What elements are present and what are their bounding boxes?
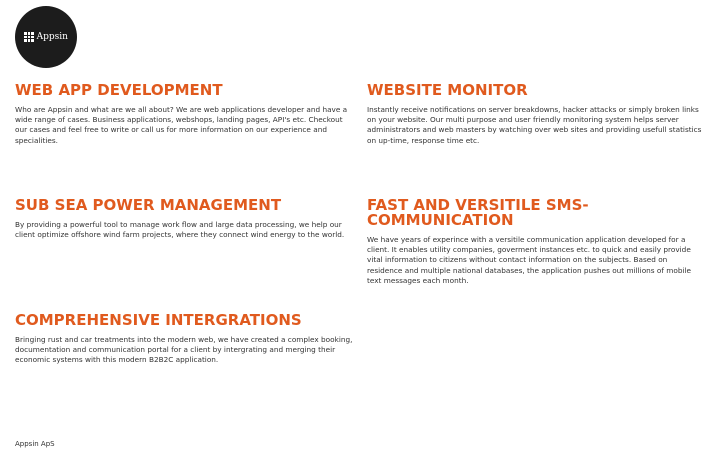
section-heading: COMPREHENSIVE INTERGRATIONS (15, 311, 302, 329)
section-body: By providing a powerful tool to manage work flow and large data processing, we help our client optimize offshore wind farm projects, where they connect wind energy to the world. (15, 220, 345, 240)
section-body: Bringing rust and car treatments into the modern web, we have created a complex booking, documentation and communication portal for a client by intergrating and merging their economic systems with this modern B2B2C application. (15, 335, 353, 365)
section-website-monitor (367, 83, 705, 146)
section-heading: WEBSITE MONITOR (367, 81, 528, 99)
section-heading: FAST AND VERSITILE SMS-COMMUNICATION (367, 196, 589, 229)
logo-text: Appsin (36, 31, 68, 42)
section-heading: WEB APP DEVELOPMENT (15, 81, 223, 99)
section-body: Who are Appsin and what are we all about? We are web applications developer and have a wide range of cases. Business applications, webshops, landing pages, API's etc. Checkout our cases and feel free to write or call us for more information on our experience and specialities. (15, 105, 348, 145)
section-comprehensive-intergrations (15, 313, 355, 366)
grid-icon (24, 32, 34, 42)
section-sub-sea-power-management (15, 198, 355, 240)
section-web-app-development (15, 83, 355, 146)
section-heading: SUB SEA POWER MANAGEMENT (15, 196, 282, 214)
section-sms-communication (367, 198, 705, 286)
footer-company: Appsin ApS (15, 440, 55, 448)
logo-link[interactable] (15, 6, 77, 68)
section-body: We have years of experince with a versitile communication application developed for a client. It enables utility companies, goverment instances etc. to quick and easily provide vital information to citizens without contact information on the subjects. Based on residence and multiple national databases, the application pushes out millions of mobile text messages each month. (367, 235, 692, 285)
section-body: Instantly receive notifications on server breakdowns, hacker attacks or simply broken links on your website. Our multi purpose and user friendly monitoring system helps server administrators and web masters by watching over web sites and providing usefull statistics on up-time, response time etc. (367, 105, 702, 145)
